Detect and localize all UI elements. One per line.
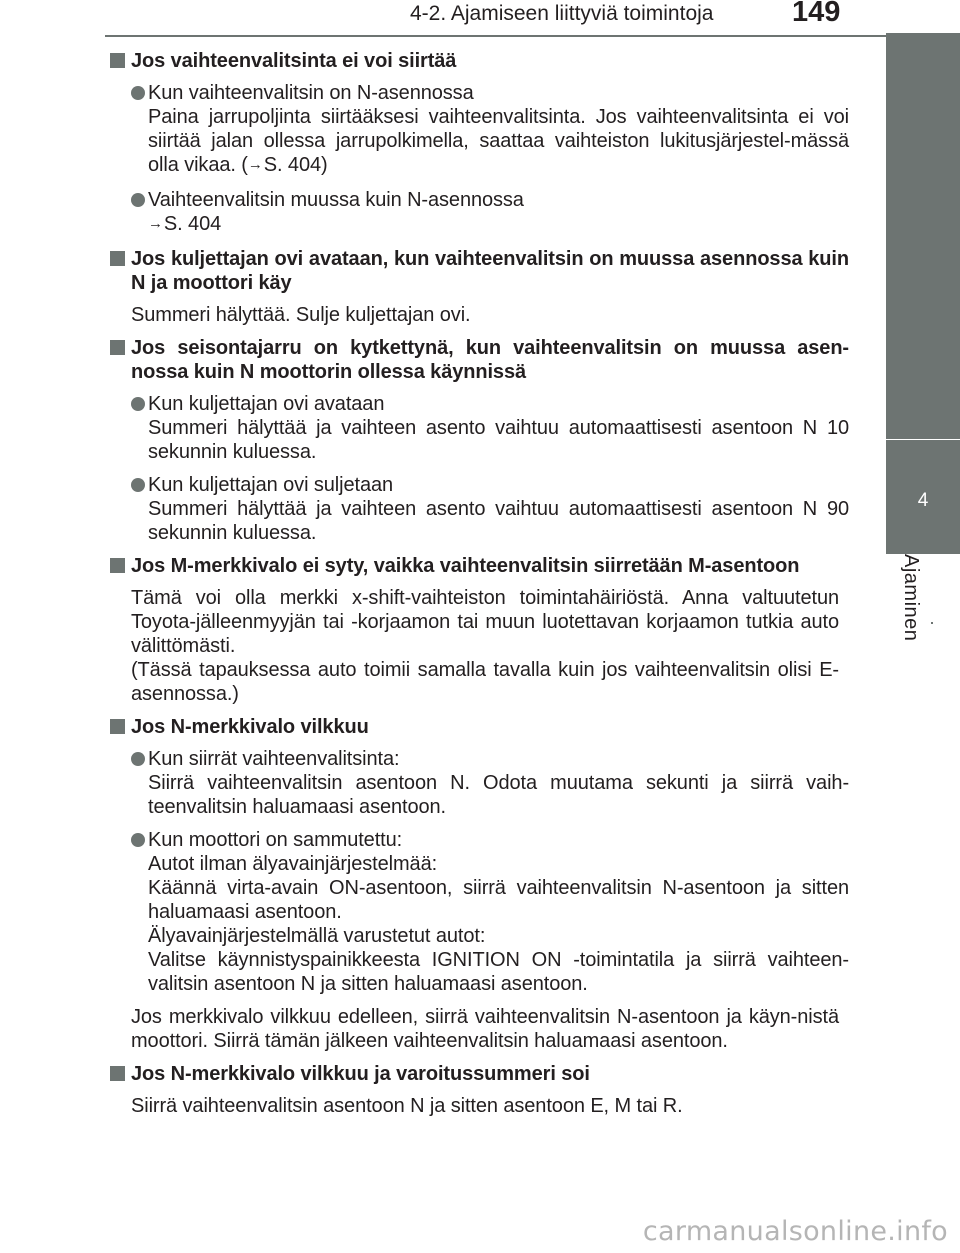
page-number: 149: [792, 0, 841, 28]
bullet-item: [109, 188, 849, 238]
heading-text: Jos N-merkkivalo vilkkuu ja varoitussummeri soi: [131, 1063, 590, 1085]
item-text: Siirrä vaihteenvalitsin asentoon N. Odota muutama sekunti ja siirrä vaih-teenvalitsin haluamaasi asentoon.: [148, 772, 849, 818]
page-content: [109, 49, 849, 1118]
square-bullet-icon: [110, 558, 125, 573]
item-title: Kun kuljettajan ovi suljetaan: [148, 474, 394, 496]
item-title: Kun siirrät vaihteenvalitsinta:: [148, 748, 400, 770]
paragraph: Jos merkkivalo vilkkuu edelleen, siirrä vaihteenvalitsin N-asentoon ja käyn-nistä moottori. Siirrä tämän jälkeen vaihteenvalitsin haluamaasi asentoon.: [131, 1006, 839, 1052]
circle-bullet-icon: [131, 397, 145, 411]
heading-text: Jos kuljettajan ovi avataan, kun vaihteenvalitsin on muussa asennossa kuin N ja moottori käy: [131, 248, 849, 294]
chapter-number: 4: [917, 490, 929, 511]
chapter-name: Ajaminen: [900, 554, 922, 642]
page-reference[interactable]: S. 404: [163, 213, 222, 235]
bullet-item: [109, 828, 849, 996]
circle-bullet-icon: [131, 86, 145, 100]
page-header: [0, 0, 960, 40]
item-title: Kun kuljettajan ovi avataan: [148, 393, 385, 415]
section-heading: [109, 715, 849, 739]
section-heading: [109, 49, 849, 73]
section-heading: [109, 554, 849, 578]
side-tab-bar: [886, 33, 960, 439]
bullet-item: [109, 747, 849, 819]
heading-text: Jos vaihteenvalitsinta ei voi siirtää: [131, 50, 457, 72]
section-title: 4-2. Ajamiseen liittyviä toimintoja: [410, 2, 714, 25]
header-rule: [105, 35, 960, 37]
item-text: Autot ilman älyavainjärjestelmää:: [148, 853, 438, 875]
paragraph: Siirrä vaihteenvalitsin asentoon N ja sitten asentoon E, M tai R.: [131, 1095, 683, 1117]
item-title: Kun vaihteenvalitsin on N-asennossa: [148, 82, 474, 104]
section-heading: [109, 336, 849, 384]
heading-text: Jos M-merkkivalo ei syty, vaikka vaihteenvalitsin siirretään M-asentoon: [131, 555, 800, 577]
item-text: Valitse käynnistyspainikkeesta IGNITION ON -toimintatila ja siirrä vaihteen-valitsin asentoon N ja sitten haluamaasi asentoon.: [148, 949, 849, 995]
circle-bullet-icon: [131, 193, 145, 207]
square-bullet-icon: [110, 340, 125, 355]
item-text: Summeri hälyttää ja vaihteen asento vaihtuu automaattisesti asentoon N 90 sekunnin kuluessa.: [148, 498, 849, 544]
circle-bullet-icon: [131, 833, 145, 847]
item-text: Älyavainjärjestelmällä varustetut autot:: [148, 925, 486, 947]
circle-bullet-icon: [131, 752, 145, 766]
watermark: carmanualsonline.info: [642, 1216, 948, 1247]
heading-text: Jos seisontajarru on kytkettynä, kun vaihteenvalitsin on muussa asen-nossa kuin N moottorin ollessa käynnissä: [131, 337, 849, 383]
chapter-tab: [886, 440, 960, 554]
item-text: Käännä virta-avain ON-asentoon, siirrä vaihteenvalitsin N-asentoon ja sitten haluamaasi asentoon.: [148, 877, 849, 923]
square-bullet-icon: [110, 251, 125, 266]
square-bullet-icon: [110, 719, 125, 734]
page-reference[interactable]: S. 404): [263, 154, 328, 176]
square-bullet-icon: [110, 1066, 125, 1081]
arrow-right-icon: →: [247, 156, 263, 173]
section-heading: [109, 247, 849, 295]
arrow-right-icon: →: [148, 215, 163, 232]
section-heading: [109, 1062, 849, 1086]
paragraph: (Tässä tapauksessa auto toimii samalla tavalla kuin jos vaihteenvalitsin olisi E-asennossa.): [131, 659, 839, 705]
bullet-item: [109, 81, 849, 179]
circle-bullet-icon: [131, 478, 145, 492]
side-tick: [931, 622, 933, 624]
bullet-item: [109, 473, 849, 545]
bullet-item: [109, 392, 849, 464]
paragraph: Tämä voi olla merkki x-shift-vaihteiston toimintahäiriöstä. Anna valtuutetun Toyota-jälleenmyyjän tai -korjaamon tai muun luotettavan korjaamon tutkia auto välittömästi.: [131, 587, 839, 657]
square-bullet-icon: [110, 53, 125, 68]
item-text: Paina jarrupoljinta siirtääksesi vaihteenvalitsinta. Jos vaihteenvalitsinta ei voi siirtää jalan ollessa jarrupolkimella, saattaa vaihteiston lukitusjärjestel-mässä olla vikaa. (: [148, 106, 849, 176]
paragraph: Summeri hälyttää. Sulje kuljettajan ovi.: [131, 304, 471, 326]
item-title: Vaihteenvalitsin muussa kuin N-asennossa: [148, 189, 524, 211]
item-text: Summeri hälyttää ja vaihteen asento vaihtuu automaattisesti asentoon N 10 sekunnin kuluessa.: [148, 417, 849, 463]
item-title: Kun moottori on sammutettu:: [148, 829, 403, 851]
heading-text: Jos N-merkkivalo vilkkuu: [131, 716, 369, 738]
